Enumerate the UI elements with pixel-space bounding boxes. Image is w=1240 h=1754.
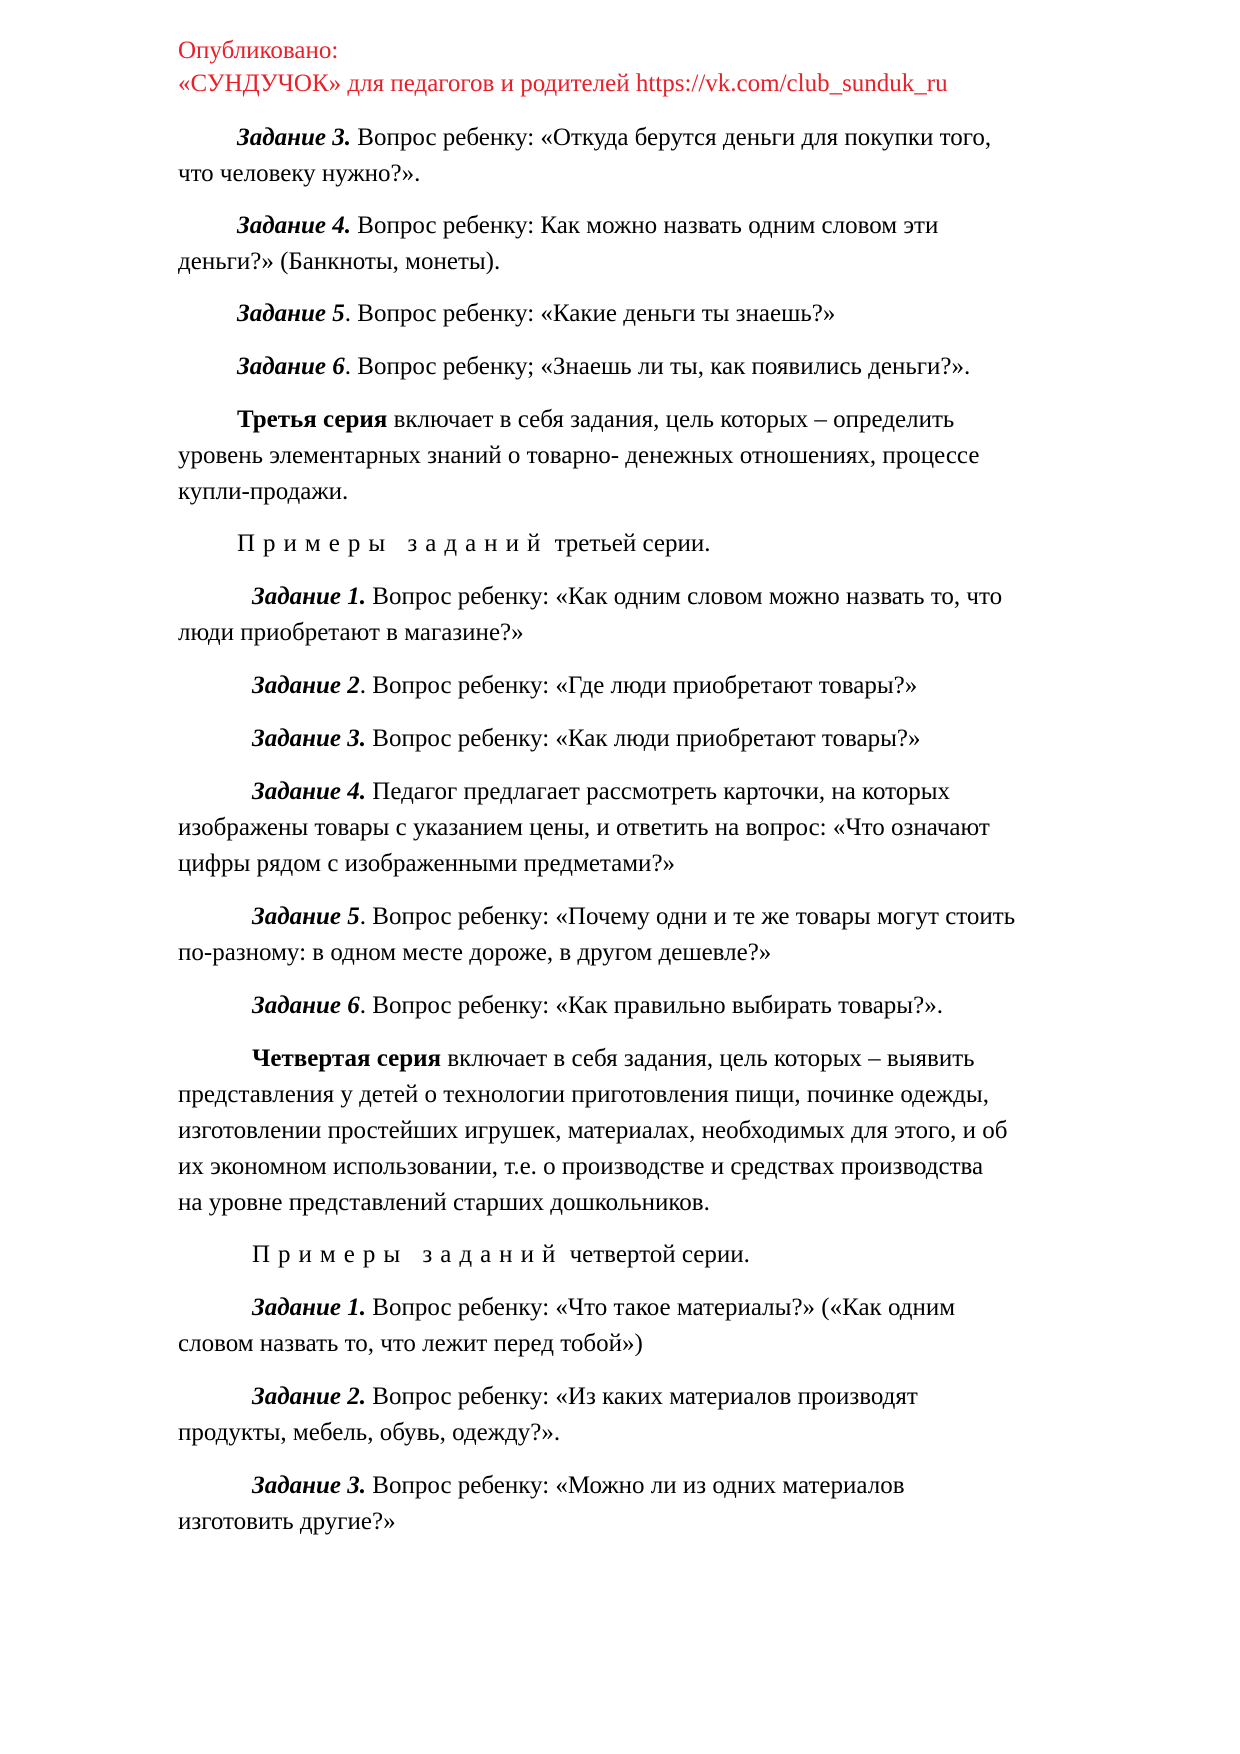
task-label: Задание 3. [252,725,367,752]
examples-heading: Примеры заданий четвертой серии. [252,1241,750,1268]
task-paragraph: Задание 2. Вопрос ребенку: «Где люди приобретают товары?» [252,672,918,699]
task-label: Задание 1. [252,583,367,610]
series-description: Третья серия включает в себя задания, цель которых – определить уровень элементарных знаний о товарно- денежных отношениях, процессе купли-продажи. [178,406,980,505]
task-paragraph: Задание 2. Вопрос ребенку: «Из каких материалов производят продукты, мебель, обувь, одежду?». [178,1383,918,1446]
task-paragraph: Задание 5. Вопрос ребенку: «Какие деньги ты знаешь?» [237,300,836,327]
task-paragraph: Задание 4. Педагог предлагает рассмотреть карточки, на которых изображены товары с указанием цены, и ответить на вопрос: «Что означают цифры рядом с изображенными предметами?» [178,778,990,877]
task-label: Задание 4. [252,778,367,805]
task-label: Задание 2 [252,672,360,699]
task-paragraph: Задание 3. Вопрос ребенку: «Откуда берутся деньги для покупки того, что человеку нужно?». [178,124,992,187]
task-paragraph: Задание 5. Вопрос ребенку: «Почему одни и те же товары могут стоить по-разному: в одном месте дороже, в другом дешевле?» [178,903,1016,966]
task-label: Задание 2. [252,1383,367,1410]
task-label: Задание 3. [252,1472,367,1499]
task-paragraph: Задание 1. Вопрос ребенку: «Что такое материалы?» («Как одним словом назвать то, что лежит перед тобой») [178,1294,956,1357]
task-paragraph: Задание 4. Вопрос ребенку: Как можно назвать одним словом эти деньги?» (Банкноты, монеты). [178,212,939,275]
task-paragraph: Задание 6. Вопрос ребенку; «Знаешь ли ты, как появились деньги?». [237,353,971,380]
series-description: Четвертая серия включает в себя задания, цель которых – выявить представления у детей о технологии приготовления пищи, починке одежды, изготовлении простейших игрушек, материалах, необходимых для этого, и об их экономном использовании, т.е. о производстве и средствах производства на уровне представлений старших дошкольников. [178,1045,1008,1216]
task-label: Задание 4. [237,212,352,239]
task-label: Задание 5 [252,903,360,930]
publication-label: Опубликовано: [178,37,339,64]
publication-header [178,34,948,100]
task-paragraph: Задание 1. Вопрос ребенку: «Как одним словом можно назвать то, что люди приобретают в магазине?» [178,583,1003,646]
series-title: Третья серия [237,406,388,433]
task-label: Задание 6 [237,353,345,380]
task-paragraph: Задание 6. Вопрос ребенку: «Как правильно выбирать товары?». [252,992,943,1019]
examples-heading: Примеры заданий третьей серии. [237,530,711,557]
task-label: Задание 3. [237,124,352,151]
task-label: Задание 5 [237,300,345,327]
publication-source: «СУНДУЧОК» для педагогов и родителей https://vk.com/club_sunduk_ru [178,70,948,97]
task-paragraph: Задание 3. Вопрос ребенку: «Как люди приобретают товары?» [252,725,921,752]
task-label: Задание 6 [252,992,360,1019]
task-paragraph: Задание 3. Вопрос ребенку: «Можно ли из одних материалов изготовить другие?» [178,1472,905,1535]
task-label: Задание 1. [252,1294,367,1321]
series-title: Четвертая серия [252,1045,442,1072]
